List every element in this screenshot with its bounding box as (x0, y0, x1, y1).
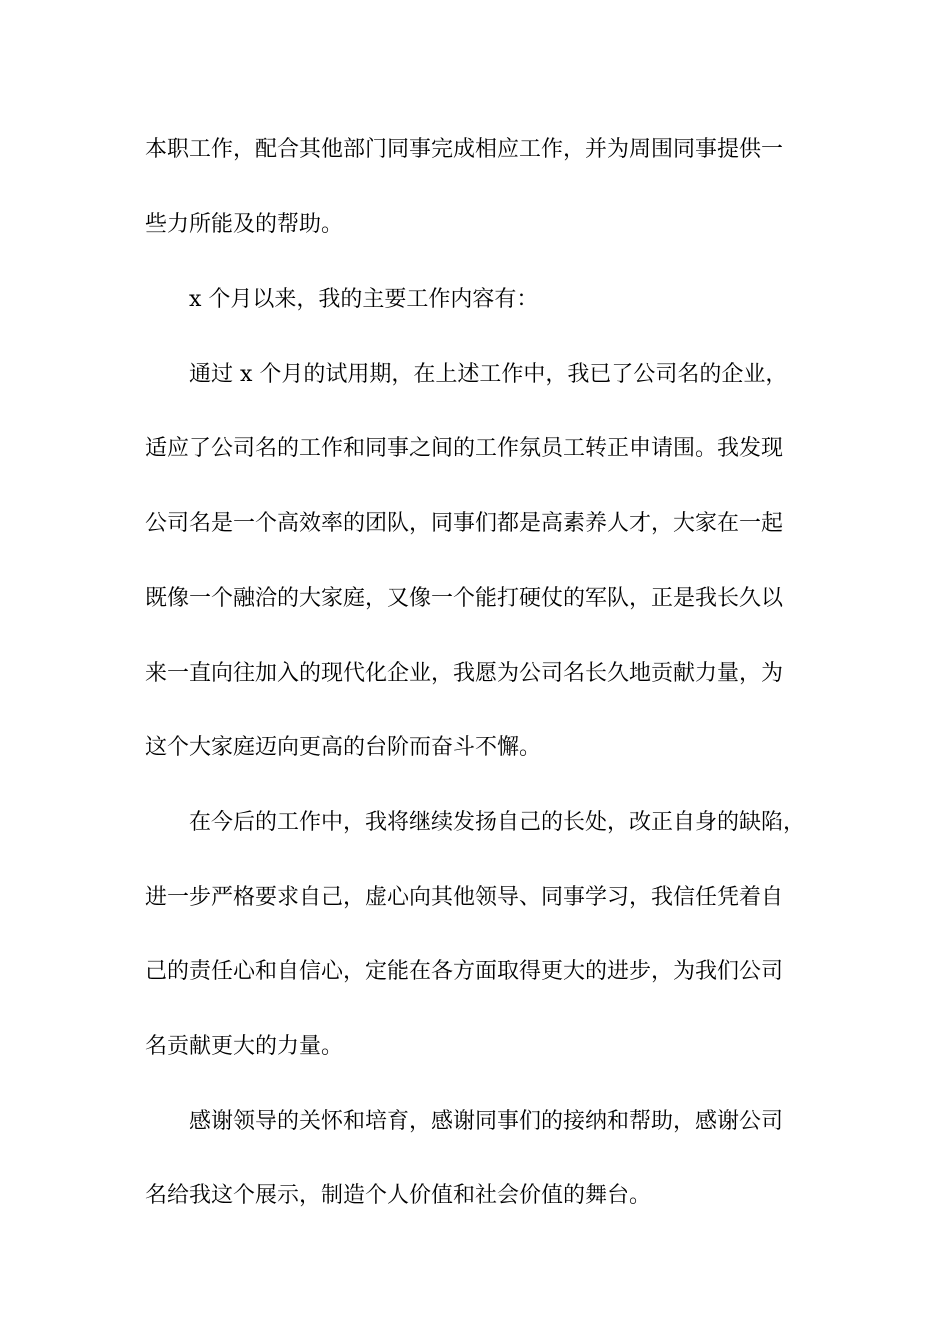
text-line: 己的责任心和自信心，定能在各方面取得更大的进步，为我们公司 (145, 959, 784, 984)
text-line: 进一步严格要求自己，虚心向其他领导、同事学习，我信任凭着自 (145, 885, 784, 910)
text-line: 名给我这个展示，制造个人价值和社会价值的舞台。 (145, 1183, 652, 1208)
text-line: 名贡献更大的力量。 (145, 1034, 344, 1059)
paragraph-start: 通过 x 个月的试用期，在上述工作中，我已了公司名的企业， (189, 362, 788, 387)
text-line: 公司名是一个高效率的团队，同事们都是高素养人才，大家在一起 (145, 511, 784, 536)
text-line: 既像一个融洽的大家庭，又像一个能打硬仗的军队，正是我长久以 (145, 586, 784, 611)
paragraph-start: x 个月以来，我的主要工作内容有： (189, 287, 539, 312)
paragraph-start: 感谢领导的关怀和培育，感谢同事们的接纳和帮助，感谢公司 (189, 1109, 784, 1134)
text-line: 本职工作，配合其他部门同事完成相应工作，并为周围同事提供一 (145, 137, 784, 162)
text-line: 来一直向往加入的现代化企业，我愿为公司名长久地贡献力量，为 (145, 661, 784, 686)
text-line: 适应了公司名的工作和同事之间的工作氛员工转正申请围。我发现 (145, 436, 784, 461)
text-line: 这个大家庭迈向更高的台阶而奋斗不懈。 (145, 735, 542, 760)
text-line: 些力所能及的帮助。 (145, 212, 344, 237)
paragraph-start: 在今后的工作中，我将继续发扬自己的长处，改正自身的缺陷， (189, 810, 806, 835)
